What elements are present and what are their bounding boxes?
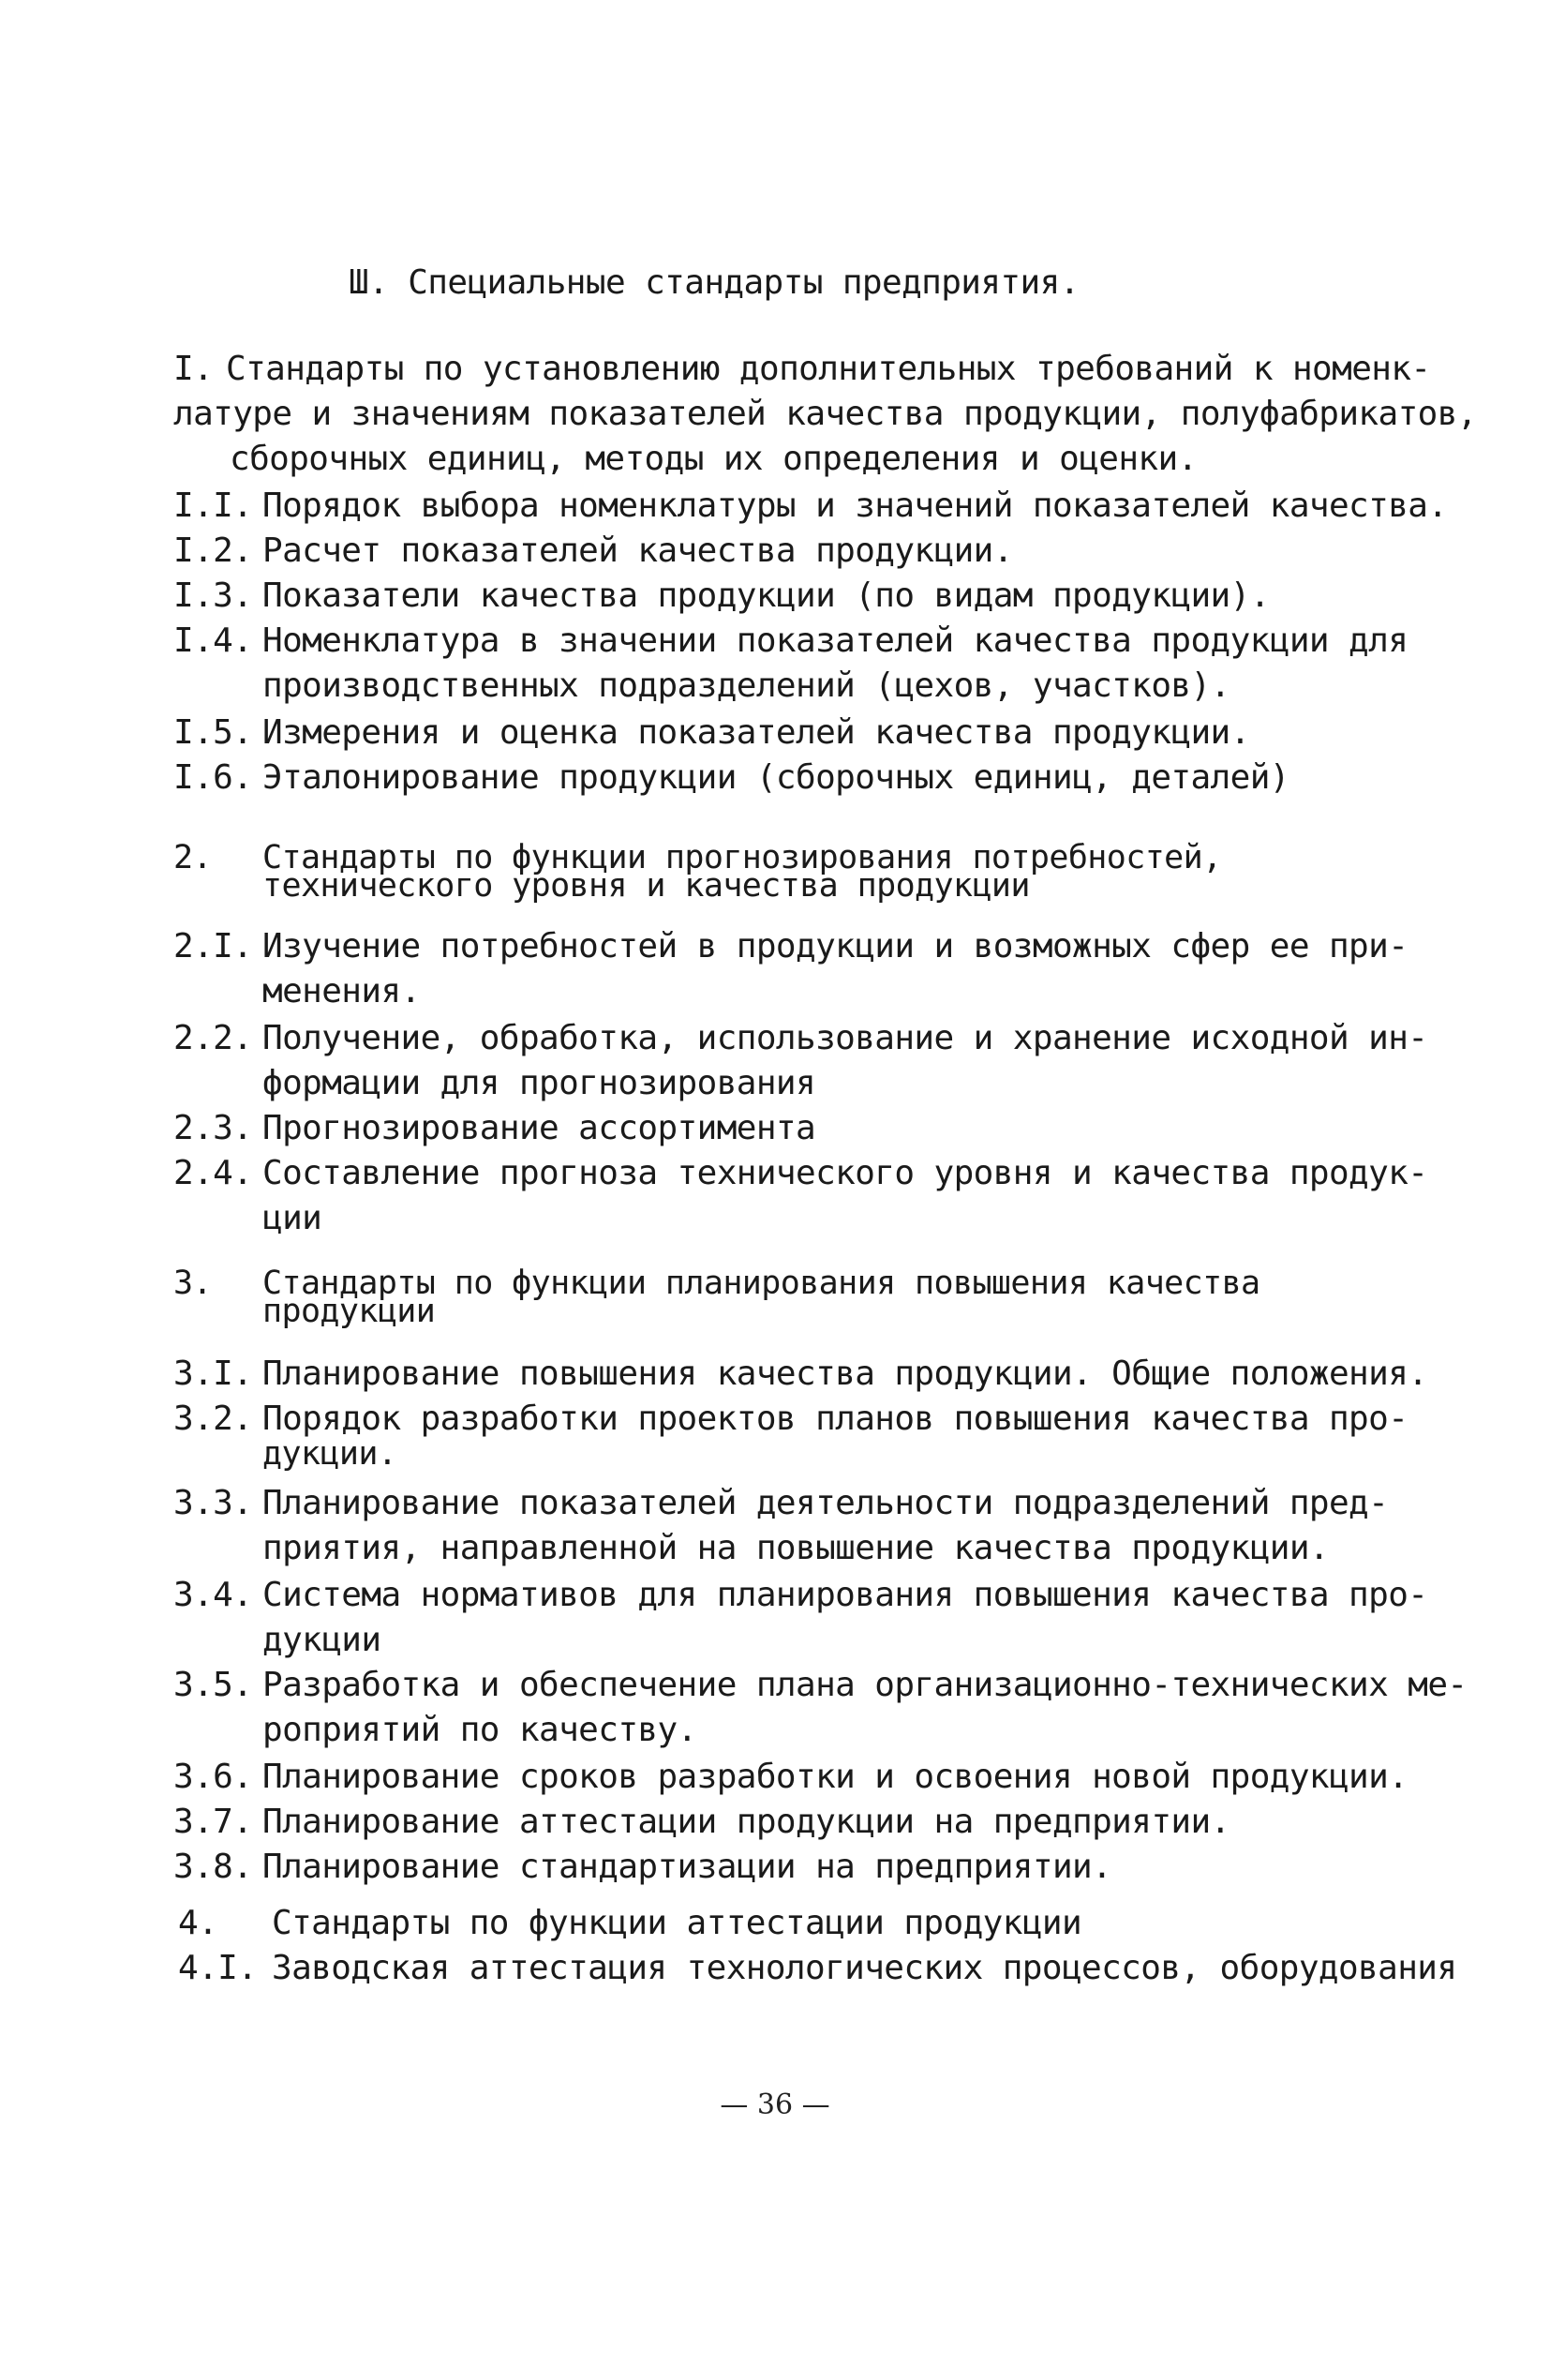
item-3-4-cont: дукции <box>262 1621 381 1659</box>
item-1-4-cont: производственных подразделений (цехов, участков). <box>262 666 1230 705</box>
item-3-1: 3.I. Планирование повышения качества продукции. Общие положения. <box>173 1355 1428 1393</box>
s3-line-1: 3. Стандарты по функции планирования повышения качества <box>173 1265 1260 1302</box>
item-2-4: 2.4. Составление прогноза технического уровня и качества продук- <box>173 1154 1428 1192</box>
item-2-4-cont: ции <box>262 1199 322 1237</box>
item-3-4: 3.4. Система нормативов для планирования повышения качества про- <box>173 1576 1428 1614</box>
s2-number: 2. <box>173 839 212 876</box>
item-1-6: I.6. Эталонирование продукции (сборочных единиц, деталей) <box>173 758 1289 797</box>
item-3-3: 3.3. Планирование показателей деятельности подразделений пред- <box>173 1484 1389 1522</box>
item-3-6: 3.6. Планирование сроков разработки и освоения новой продукции. <box>173 1758 1408 1796</box>
page-number: — 36 — <box>720 2088 830 2121</box>
item-2-2-cont: формации для прогнозирования <box>262 1064 816 1102</box>
item-1-4: I.4. Номенклатура в значении показателей качества продукции для <box>173 621 1408 660</box>
item-2-3: 2.3. Прогнозирование ассортимента <box>173 1109 816 1147</box>
item-2-1-cont: менения. <box>262 972 421 1010</box>
s4-number: 4. <box>178 1904 218 1942</box>
item-3-2-cont: дукции. <box>262 1435 397 1473</box>
item-1-5: I.5. Измерения и оценка показателей качества продукции. <box>173 713 1250 752</box>
s1-line-1: I. Стандарты по установлению дополнительных требований к номенк- <box>173 350 1431 388</box>
item-3-2: 3.2. Порядок разработки проектов планов повышения качества про- <box>173 1400 1408 1438</box>
item-3-5: 3.5. Разработка и обеспечение плана организационно-технических ме- <box>173 1666 1468 1704</box>
item-1-3: I.3. Показатели качества продукции (по видам продукции). <box>173 576 1270 615</box>
s3-line-2: продукции <box>262 1293 436 1330</box>
section-title: Ш. Специальные стандарты предприятия. <box>349 263 1080 302</box>
item-3-5-cont: роприятий по качеству. <box>262 1711 697 1749</box>
item-2-2: 2.2. Получение, обработка, использование и хранение исходной ин- <box>173 1019 1428 1057</box>
s2-line-1: 2. Стандарты по функции прогнозирования потребностей, <box>173 839 1222 876</box>
item-1-2: I.2. Расчет показателей качества продукции. <box>173 531 1013 570</box>
s4-line-1: 4. Стандарты по функции аттестации продукции <box>178 1904 1082 1942</box>
item-3-7: 3.7. Планирование аттестации продукции на предприятии. <box>173 1803 1230 1841</box>
s3-number: 3. <box>173 1265 212 1302</box>
item-3-8: 3.8. Планирование стандартизации на предприятии. <box>173 1848 1112 1886</box>
item-1-1: I.I. Порядок выбора номенклатуры и значений показателей качества. <box>173 486 1448 525</box>
s1-number: I. <box>173 350 214 388</box>
s1-line-3: сборочных единиц, методы их определения и оценки. <box>230 440 1198 478</box>
s1-line-2: латуре и значениям показателей качества продукции, полуфабрикатов, <box>173 395 1477 433</box>
item-3-3-cont: приятия, направленной на повышение качества продукции. <box>262 1529 1329 1567</box>
s2-line-2: технического уровня и качества продукции <box>262 867 1030 905</box>
item-2-1: 2.I. Изучение потребностей в продукции и возможных сфер ее при- <box>173 927 1408 965</box>
item-4-1: 4.I. Заводская аттестация технологических процессов, оборудования <box>178 1949 1457 1987</box>
